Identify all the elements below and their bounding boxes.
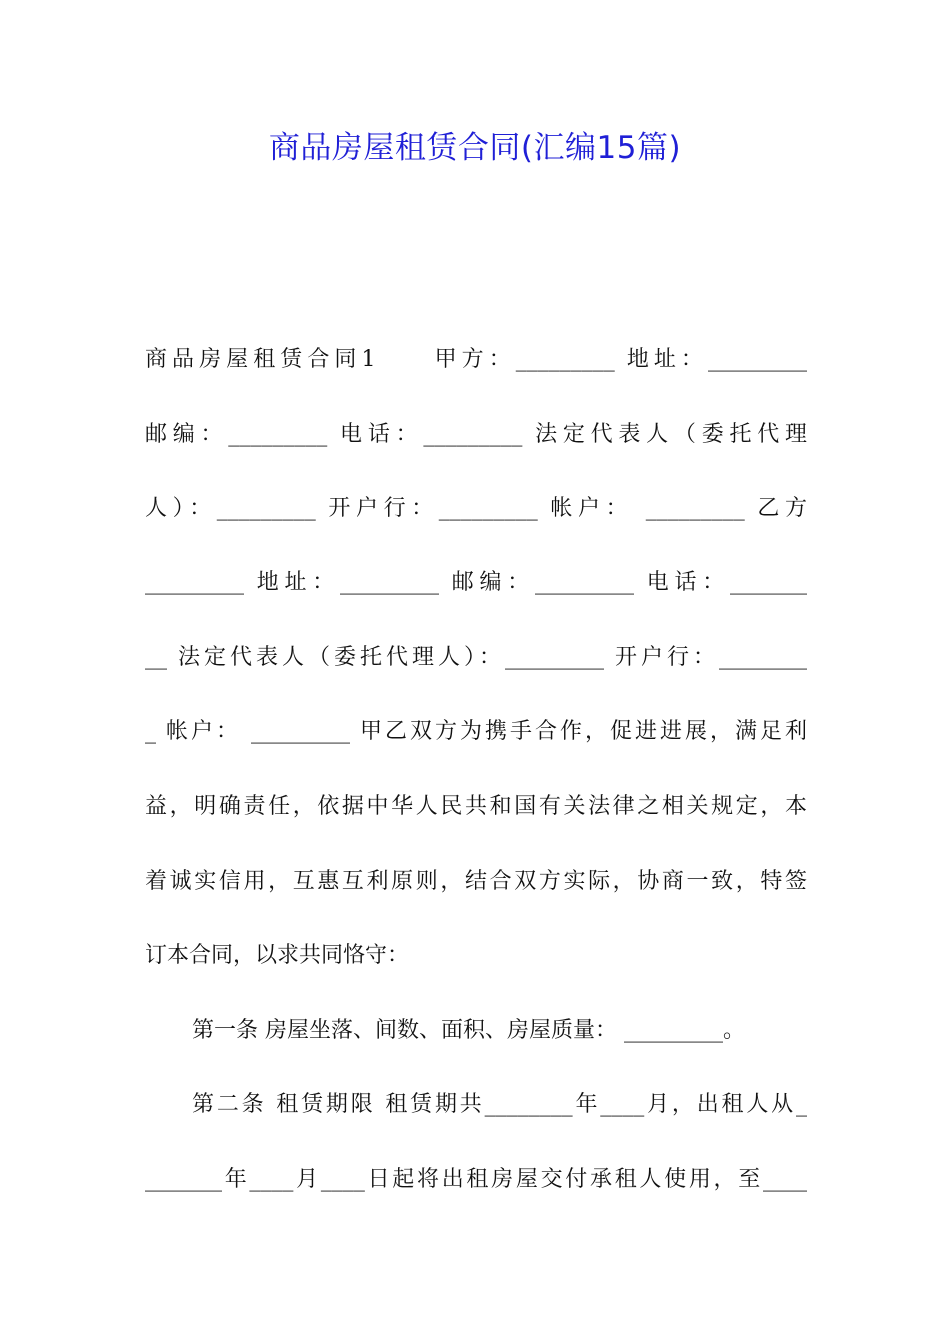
article-2-line-2: _______年____月____日起将出租房屋交付承租人使用，至____ — [145, 1167, 807, 1192]
document-title: 商品房屋租赁合同(汇编15篇) — [268, 130, 682, 166]
body-line-2: 邮编：_________ 电话：_________ 法定代表人（委托代理 — [145, 422, 807, 447]
body-line-3: 人）：_________ 开户行：_________ 帐户： _________ 乙方 — [145, 496, 807, 521]
article-1-line: 第一条 房屋坐落、间数、面积、房屋质量： _________。 — [192, 1018, 745, 1043]
body-line-6: _ 帐户： _________ 甲乙双方为携手合作，促进进展，满足利 — [145, 719, 807, 744]
article-2-line-1: 第二条 租赁期限 租赁期共________年____月，出租人从_ — [192, 1092, 807, 1117]
body-line-4: _________ 地址：_________ 邮编：_________ 电话：_______ — [145, 570, 807, 595]
body-line-8: 着诚实信用，互惠互利原则，结合双方实际，协商一致，特签 — [145, 869, 807, 894]
body-line-5: __ 法定代表人（委托代理人）：_________ 开户行：________ — [145, 645, 807, 670]
body-line-1: 商品房屋租赁合同1 甲方：_________ 地址：_________ — [145, 347, 807, 372]
body-line-7: 益，明确责任，依据中华人民共和国有关法律之相关规定，本 — [145, 794, 807, 819]
body-line-9: 订本合同，以求共同恪守： — [145, 943, 410, 968]
